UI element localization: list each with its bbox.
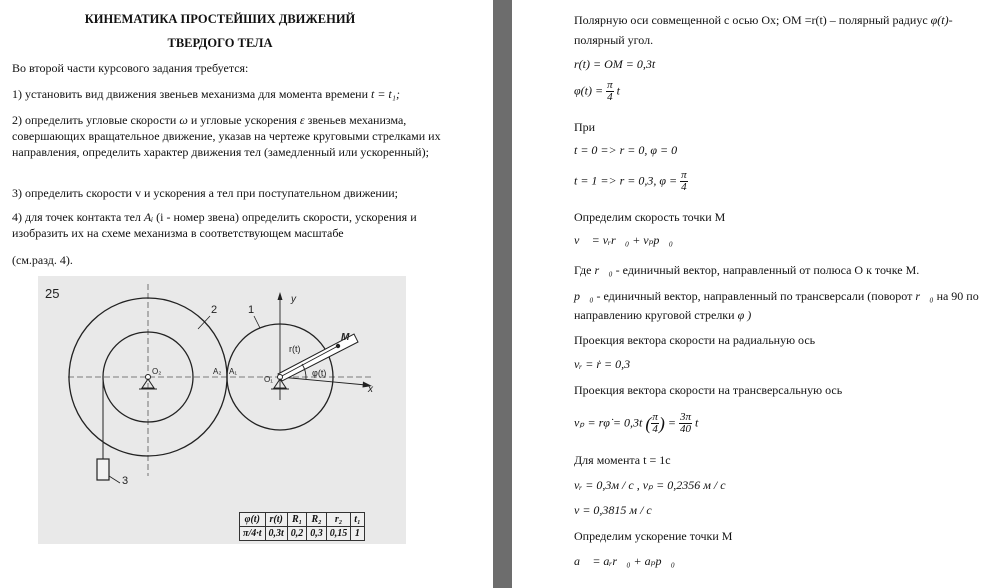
fraction: $\frac{3\pi}{40}$ (679, 411, 691, 435)
definition-p0: p⃗₀ - единичный вектор, направленный по трансверсали (поворот r⃗₀ на 90 по (574, 289, 979, 303)
point-m (336, 344, 340, 348)
label-rt: r(t) (289, 344, 301, 354)
label-link-1: 1 (248, 304, 255, 316)
label-o2: O₂ (152, 367, 162, 376)
equation-v: v⃗ = vᵣr⃗₀ + vₚp⃗₀ (574, 233, 673, 247)
table-row (240, 527, 365, 541)
task-item-1: 1) установить вид движения звеньев механизма для момента времени t = t₁; (12, 87, 400, 101)
right-page (512, 0, 1000, 588)
axis-y-label: y (291, 294, 296, 305)
intro-text: Во второй части курсового задания требуется: (12, 61, 249, 75)
table-header-cell: t₁ (351, 513, 364, 527)
table-cell: 1 (351, 527, 364, 541)
task-item-3: 3) определить скорости v и ускорения a тел при поступательном движении; (12, 186, 399, 200)
title-line-1: КИНЕМАТИКА ПРОСТЕЙШИХ ДВИЖЕНИЙ (84, 12, 356, 26)
leader-link-1 (254, 316, 260, 328)
equation-t0: t = 0 => r = 0, φ = 0 (574, 143, 678, 157)
moment-label: Для момента t = 1с (574, 453, 671, 467)
table-cell: 0,3 (307, 527, 327, 541)
axis-x-label: x (368, 384, 373, 395)
label-o1: O₁ (264, 375, 273, 384)
table-header-cell: R₁ (287, 513, 307, 527)
fraction: $\frac{\pi}{4}$ (652, 411, 658, 435)
equation-t1: t = 1 => r = 0,3, φ = $\frac{\pi}{4}$ (574, 169, 687, 193)
label-a2: A₂ (213, 367, 222, 376)
speed-heading: Определим скорость точки М (574, 210, 726, 224)
table-header-cell: r₂ (326, 513, 351, 527)
parameters-table (239, 512, 365, 541)
at-label: При (574, 120, 596, 134)
table-cell: 0,3t (265, 527, 287, 541)
page-gutter (493, 0, 512, 588)
table-cell: 0,2 (287, 527, 307, 541)
table-header-cell: R₂ (307, 513, 327, 527)
equation-vp: vₚ = rφ̇ = 0,3t ( $\frac{\pi}{4}$ ) = $\frac{3\pi}{40}$ t (574, 411, 699, 435)
label-a1: A₁ (229, 367, 238, 376)
leader-link-3 (109, 476, 120, 483)
label-m: M (341, 332, 350, 343)
load-3 (97, 459, 109, 480)
definition-p0-continued: направлению круговой стрелки φ ) (574, 308, 752, 322)
table-header-cell: φ(t) (240, 513, 266, 527)
equation-phi: φ(t) = $\frac{\pi}{4}$ t (574, 79, 620, 103)
mechanism-figure (38, 276, 406, 544)
polar-axis-line: Полярную оси совмещенной с осью Ox; OM =r(t) – полярный радиус φ(t)- (574, 13, 953, 27)
equation-a: a⃗ = aᵣr⃗₀ + aₚp⃗₀ (574, 554, 675, 568)
label-link-3: 3 (122, 475, 129, 487)
axis-x (280, 377, 366, 385)
table-header-row (240, 513, 365, 527)
table-header-cell: r(t) (265, 513, 287, 527)
fraction: $\frac{\pi}{4}$ (607, 79, 613, 103)
mechanism-diagram (38, 276, 406, 544)
task-item-2: 2) определить угловые скорости ω и угловые ускорения ε звеньев механизма, совершающих вращательное движение, указав на чертеже круговыми стрелками их направления, определить характер движения тел (замедленный или ускоренный); (12, 113, 441, 159)
task-item-4: 4) для точек контакта тел Aᵢ (i - номер звена) определить скорости, ускорения и изобразить их на схеме механизма в соответствующем масштабе (12, 210, 417, 240)
label-phit: φ(t) (312, 368, 327, 378)
equation-v-total: v = 0,3815 м / с (574, 503, 652, 517)
transversal-projection-heading: Проекция вектора скорости на трансверсальную ось (574, 383, 843, 397)
equation-r: r(t) = OM = 0,3t (574, 57, 656, 71)
table-cell: π/4·t (240, 527, 266, 541)
title-line-2: ТВЕРДОГО ТЕЛА (167, 36, 273, 50)
definition-r0: Где r⃗₀ - единичный вектор, направленный от полюса О к точке М. (574, 263, 920, 277)
polar-angle-line: полярный угол. (574, 33, 654, 47)
axis-y-arrow (278, 292, 283, 300)
label-link-2: 2 (211, 304, 218, 316)
radial-projection-heading: Проекция вектора скорости на радиальную ось (574, 333, 816, 347)
left-page (0, 0, 493, 588)
acceleration-heading: Определим ускорение точки М (574, 529, 733, 543)
table-cell: 0,15 (326, 527, 351, 541)
task-item-5: (см.разд. 4). (12, 253, 73, 267)
figure-number: 25 (45, 286, 60, 301)
equation-vr: vᵣ = ṙ = 0,3 (574, 357, 631, 371)
equation-values: vᵣ = 0,3м / с , vₚ = 0,2356 м / с (574, 478, 726, 492)
fraction: $\frac{\pi}{4}$ (681, 169, 687, 193)
